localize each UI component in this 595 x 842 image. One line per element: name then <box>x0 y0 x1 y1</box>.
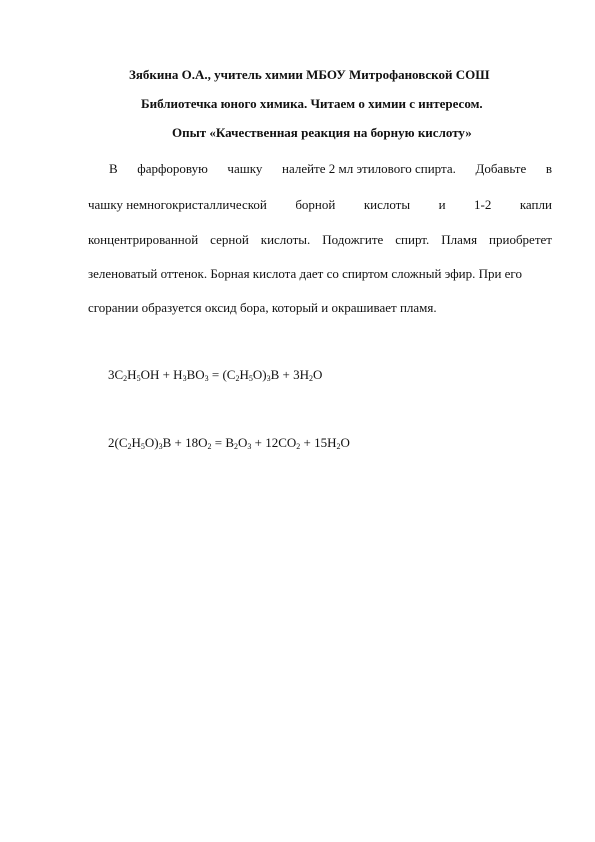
paragraph-line-3 <box>88 233 552 246</box>
eq-subscript: 3 <box>182 374 187 383</box>
word: Подожгите <box>322 232 384 247</box>
eq-subscript: 2 <box>207 442 212 451</box>
word: спирт. <box>395 232 430 247</box>
eq-subscript: 3 <box>266 374 271 383</box>
eq-text: BO <box>186 367 205 382</box>
eq-text: B + 18O <box>162 435 208 450</box>
eq-text: H <box>131 435 141 450</box>
word: борной <box>295 197 336 212</box>
eq-subscript: 3 <box>158 442 163 451</box>
eq-subscript: 5 <box>140 442 145 451</box>
word: кислоты. <box>260 232 311 247</box>
eq-text: H <box>239 367 249 382</box>
eq-subscript: 2 <box>336 442 341 451</box>
word: 1-2 <box>474 197 492 212</box>
eq-subscript: 2 <box>235 374 240 383</box>
paragraph-line-5: сгорании образуется оксид бора, который и окрашивает пламя. <box>88 300 437 315</box>
eq-text: O <box>238 435 248 450</box>
series-line: Библиотечка юного химика. Читаем о химии с интересом. <box>141 96 483 111</box>
eq-subscript: 2 <box>308 374 313 383</box>
word: приобретет <box>489 232 552 247</box>
word: Пламя <box>441 232 478 247</box>
word: фарфоровую <box>137 161 208 176</box>
word: и <box>438 197 446 212</box>
author-line: Зябкина О.А., учитель химии МБОУ Митрофановской СОШ <box>129 67 490 82</box>
eq-text: + 15H <box>300 435 337 450</box>
eq-text: = B <box>211 435 235 450</box>
word: концентрированной <box>88 232 199 247</box>
paragraph-line-2 <box>88 198 552 211</box>
word: В <box>109 161 118 176</box>
eq-text: O) <box>144 435 159 450</box>
eq-subscript: 3 <box>247 442 252 451</box>
eq-subscript: 2 <box>123 374 128 383</box>
eq-text: 2(C <box>108 435 128 450</box>
word: налейте 2 мл этилового спирта. <box>281 161 456 176</box>
word: серной <box>210 232 249 247</box>
equation-1 <box>108 368 322 381</box>
eq-subscript: 5 <box>136 374 141 383</box>
eq-text: H <box>127 367 137 382</box>
eq-text: O) <box>252 367 267 382</box>
word: капли <box>519 197 552 212</box>
eq-text: = (C <box>208 367 236 382</box>
eq-text: O <box>312 367 323 382</box>
paragraph-line-1 <box>109 162 552 175</box>
word: в <box>545 161 552 176</box>
eq-text: O <box>340 435 350 450</box>
experiment-title: Опыт «Качественная реакция на борную кислоту» <box>172 125 472 140</box>
eq-text: 3C <box>108 367 124 382</box>
eq-text: OH + H <box>140 367 183 382</box>
word: чашку <box>227 161 263 176</box>
paragraph-line-4: зеленоватый оттенок. Борная кислота дает со спиртом сложный эфир. При его <box>88 266 522 281</box>
word: Добавьте <box>475 161 527 176</box>
eq-subscript: 2 <box>296 442 301 451</box>
eq-text: B + 3H <box>270 367 309 382</box>
eq-subscript: 5 <box>248 374 253 383</box>
word: чашку немногокристаллической <box>88 197 267 212</box>
eq-subscript: 3 <box>204 374 209 383</box>
equation-2 <box>108 436 350 449</box>
eq-text: + 12CO <box>251 435 297 450</box>
eq-subscript: 2 <box>234 442 239 451</box>
word: кислоты <box>363 197 411 212</box>
eq-subscript: 2 <box>127 442 132 451</box>
